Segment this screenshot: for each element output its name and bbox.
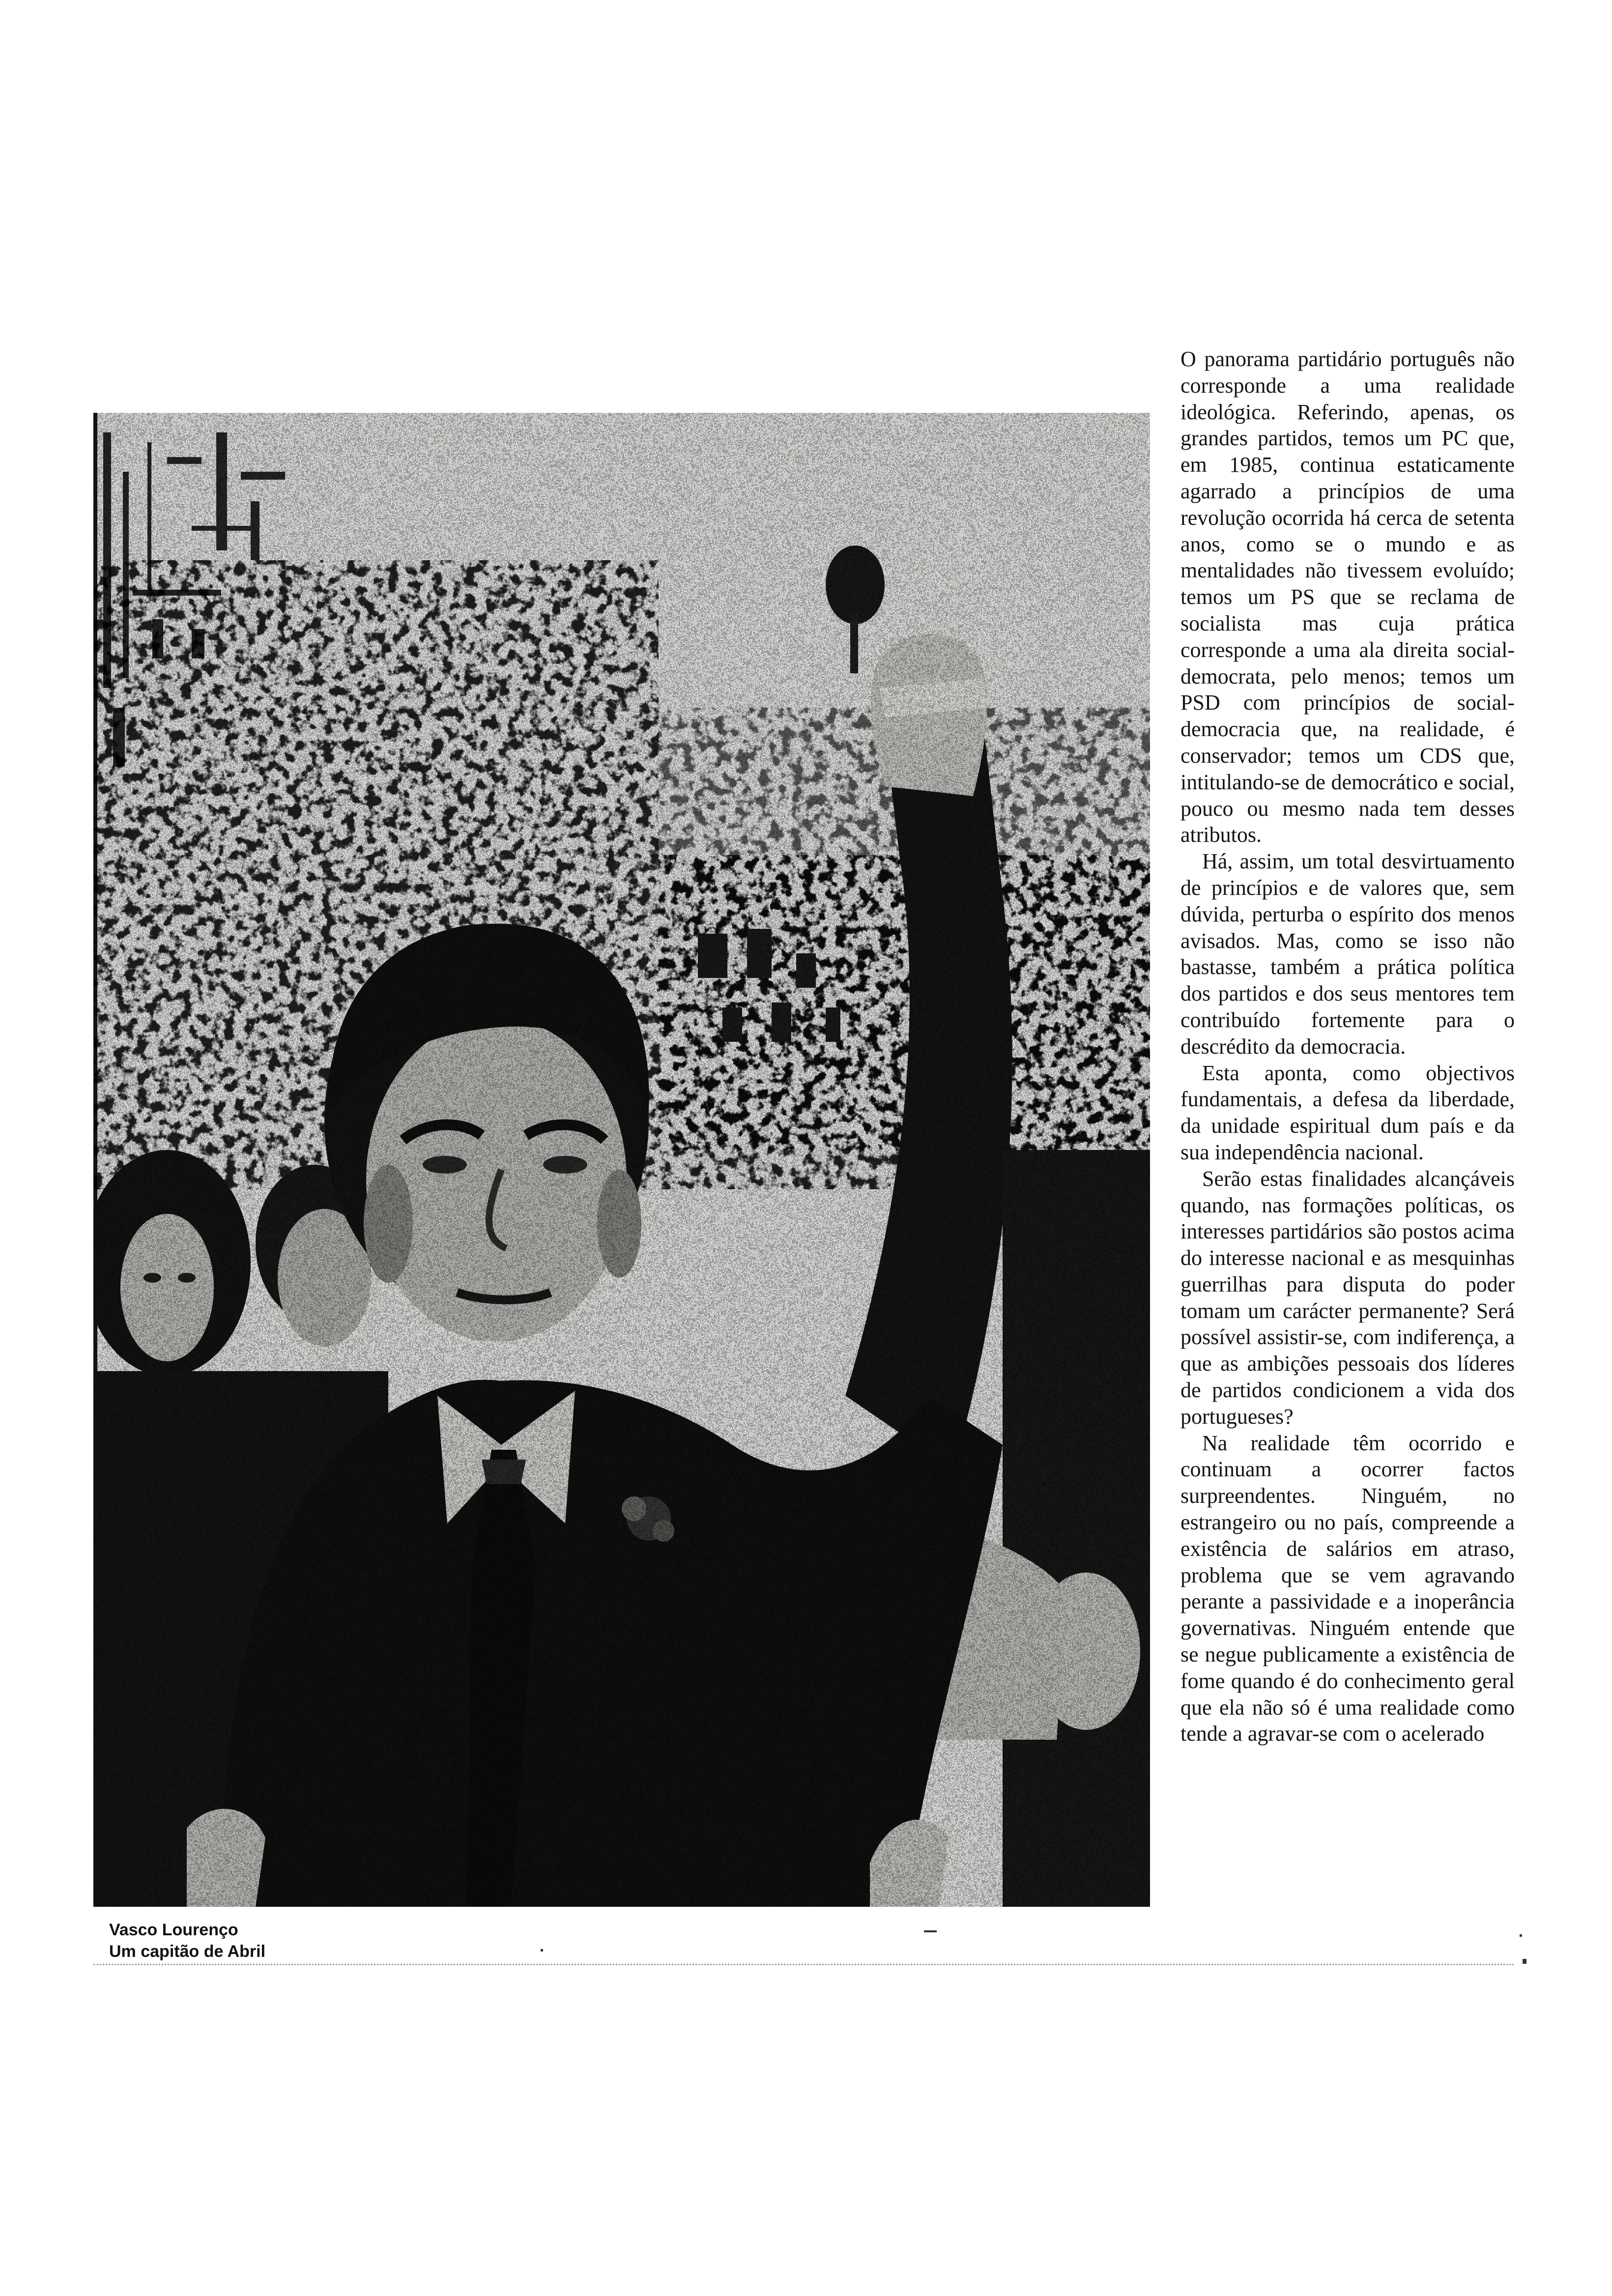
photo-caption: [109, 1919, 502, 1962]
scan-speck: [1520, 1934, 1522, 1937]
press-photograph: [93, 413, 1150, 1907]
article-paragraph: Há, assim, um total desvirtuamento de princípios e de valores que, sem dúvida, perturba o espírito dos menos avisados. Mas, como se isso não bastasse, também a prática política dos partidos e dos seus mentores tem contribuído fortemente para o descrédito da democracia.: [1180, 849, 1515, 1059]
article-paragraph: O panorama partidário português não corresponde a uma realidade ideológica. Referindo, apenas, os grandes partidos, temos um PC que, em 1985, continua estaticamente agarrado a princípios de uma revolução ocorrida há cerca de setenta anos, como se o mundo e as mentalidades não tivessem evoluído; temos um PS que se reclama de socialista mas cuja prática corresponde a uma ala direita social-democrata, pelo menos; temos um PSD com princípios de social-democracia que, na realidade, é conservador; temos um CDS que, intitulando-se de democrático e social, pouco ou mesmo nada tem desses atributos.: [1180, 347, 1515, 847]
scan-speck: [1523, 1959, 1526, 1964]
photograph-of-man-raising-fist-icon: [93, 413, 1150, 1907]
scan-artifact-line: [93, 1964, 1514, 1965]
scan-speck: [541, 1949, 543, 1952]
article-paragraph: Esta aponta, como objectivos fundamentais, a defesa da liberdade, da unidade espiritual dum país e da sua independência nacional.: [1180, 1061, 1515, 1164]
article-column: [1180, 346, 1515, 1747]
caption-name: Vasco Lourenço: [109, 1921, 238, 1939]
scan-speck: [924, 1930, 937, 1932]
caption-text: Um capitão de Abril: [109, 1942, 266, 1961]
article-paragraph: Serão estas finalidades alcançáveis quando, nas formações políticas, os interesses partidários são postos acima do interesse nacional e as mesquinhas guerrilhas para disputa do poder tomam um carácter permanente? Será possível assistir-se, com indiferença, a que as ambições pessoais dos líderes de partidos condicionem a vida dos portugueses?: [1180, 1166, 1515, 1429]
article-paragraph: Na realidade têm ocorrido e continuam a ocorrer factos surpreendentes. Ninguém, no estrangeiro ou no país, compreende a existência de salários em atraso, problema que se vem agravando perante a passividade e a inoperância governativas. Ninguém entende que se negue publicamente a existência de fome quando é do conhecimento geral que ela não só é uma realidade como tende a agravar-se com o acelerado: [1180, 1431, 1515, 1746]
